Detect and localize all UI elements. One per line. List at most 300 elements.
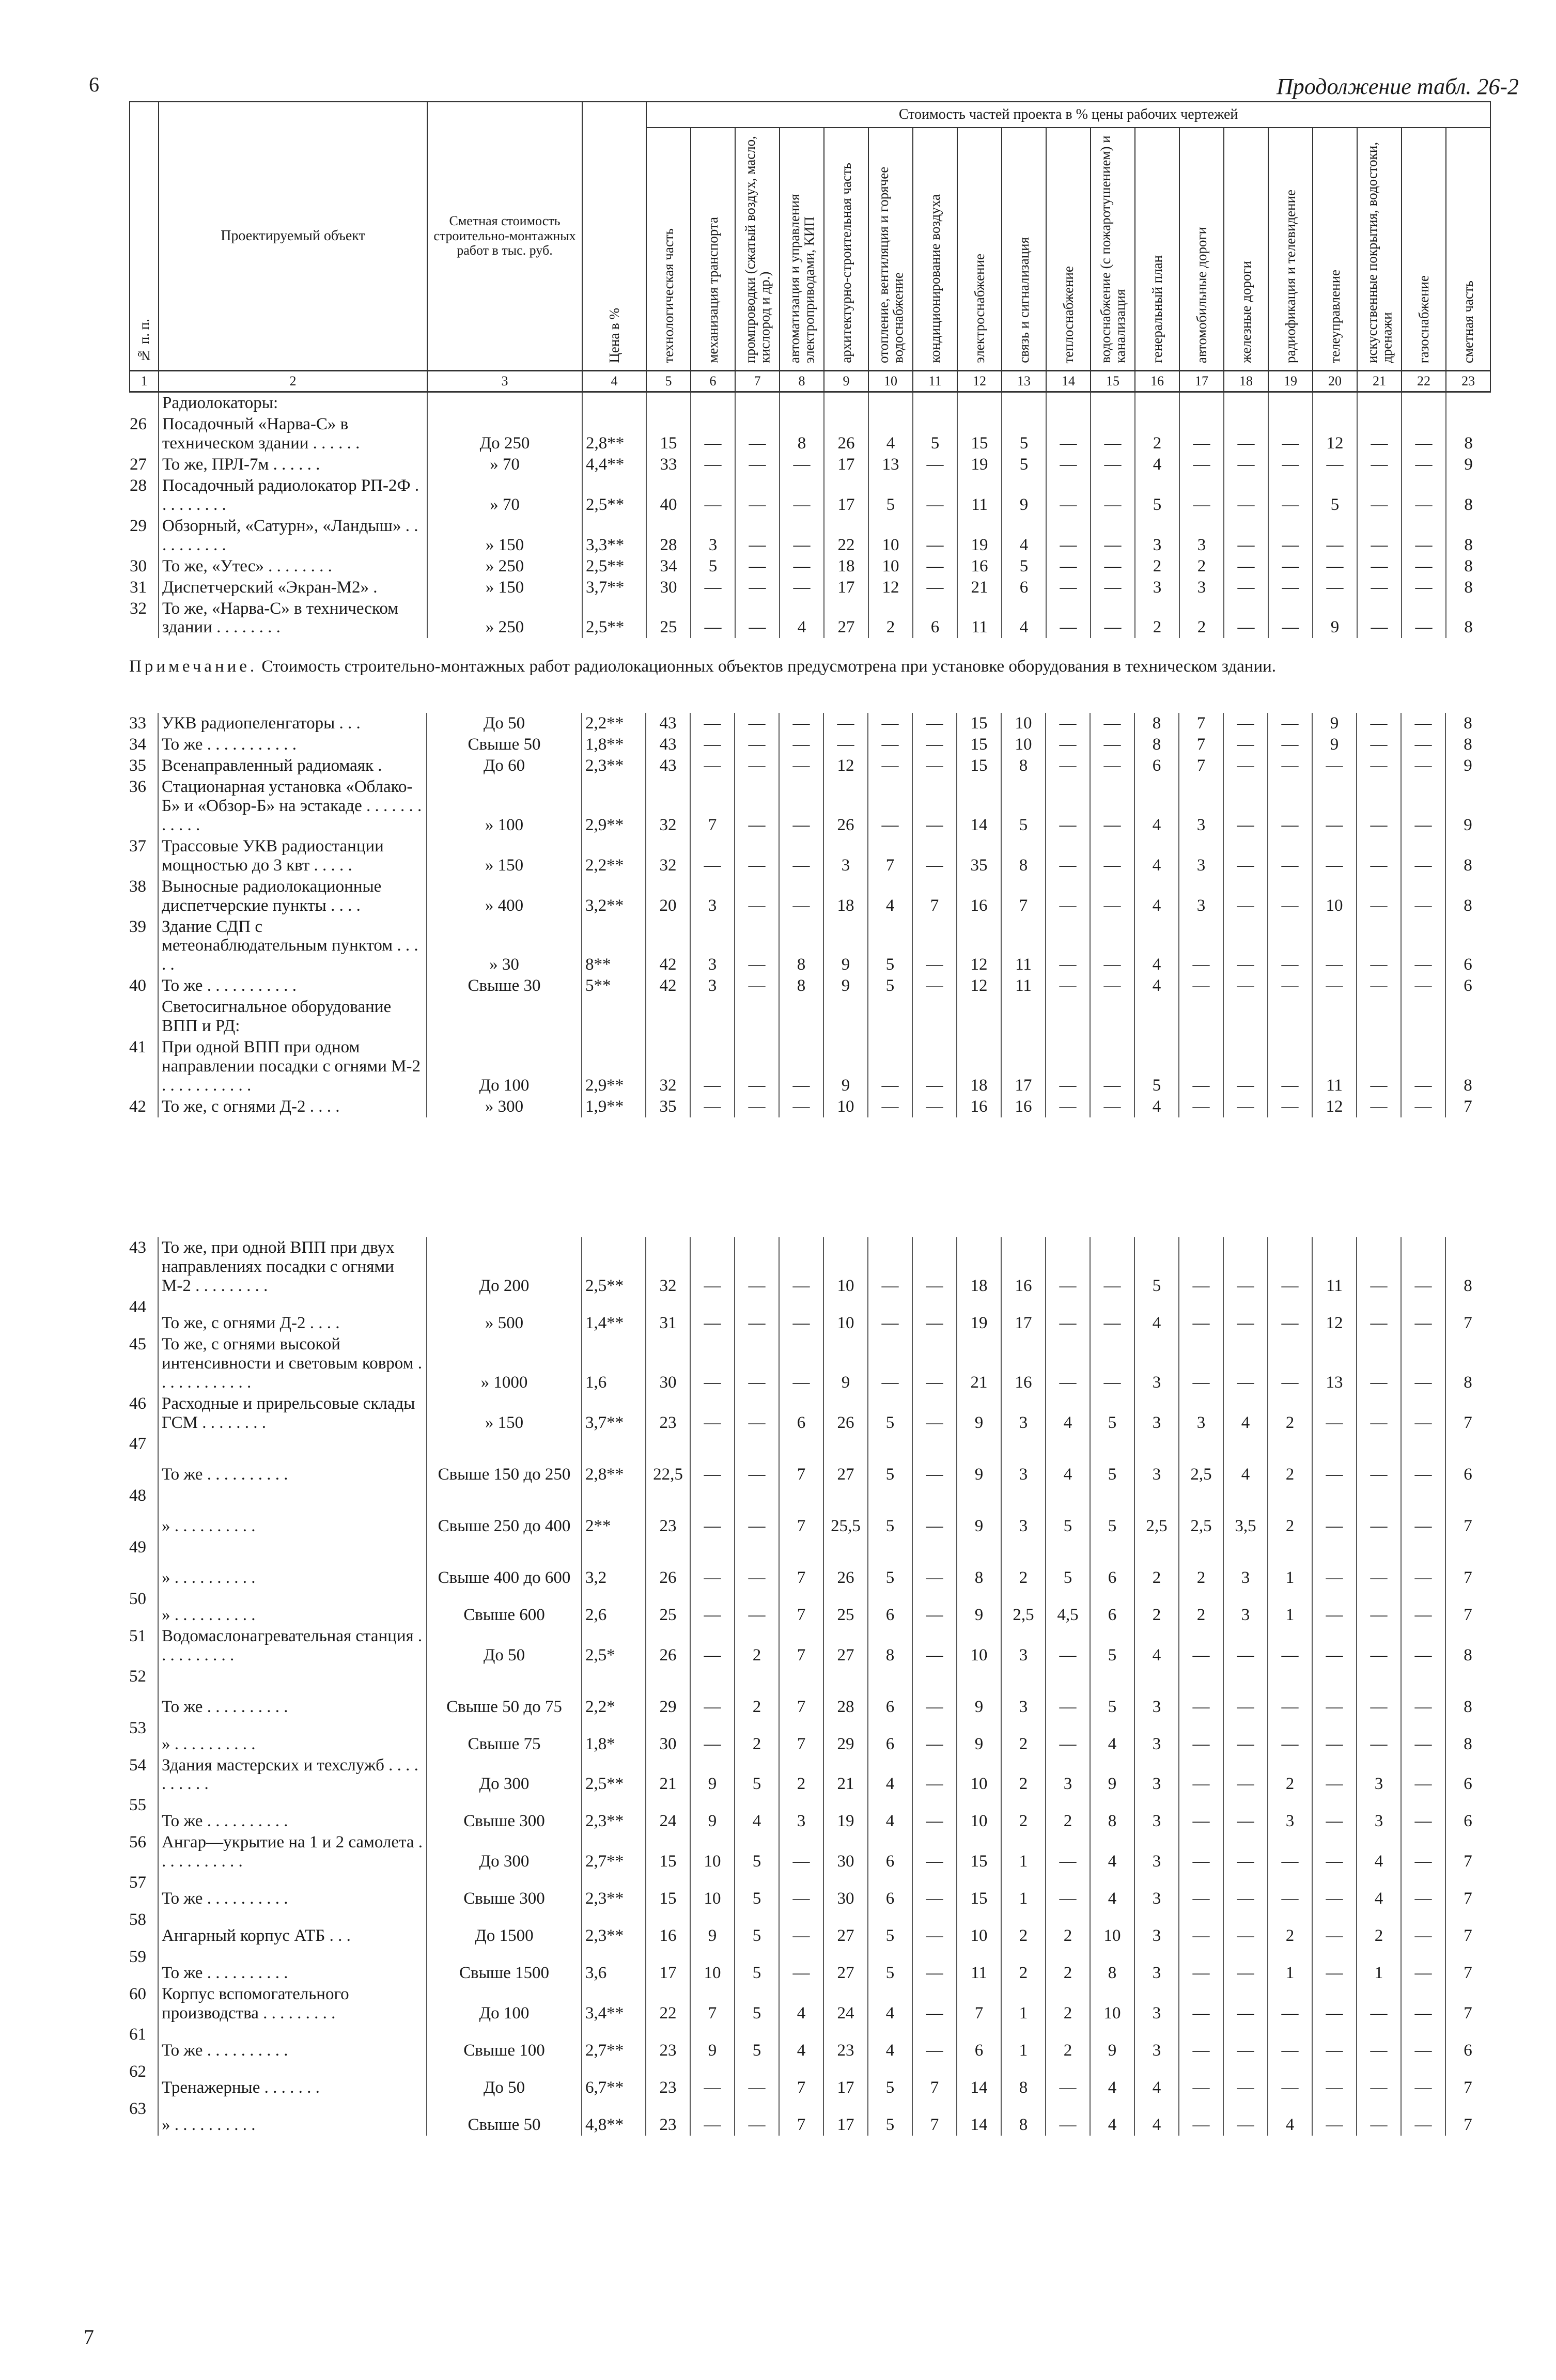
table-row xyxy=(130,392,1490,414)
part-value: 26 xyxy=(823,1537,868,1589)
part-value: 34 xyxy=(646,556,691,577)
part-value: 11 xyxy=(1312,1237,1357,1297)
part-value: 7 xyxy=(1445,2061,1490,2098)
row-number: 58 xyxy=(129,1910,146,1930)
part-value: 12 xyxy=(957,975,1001,997)
part-value: 5 xyxy=(868,475,913,516)
part-value: 8 xyxy=(1446,556,1490,577)
part-value: — xyxy=(1312,1718,1357,1755)
col-number: 5 xyxy=(646,371,691,392)
part-value: 10 xyxy=(690,1947,735,1984)
table-row xyxy=(129,1334,1490,1393)
object-name: Выносные радиолокационные диспетчерские пункты . . . . xyxy=(158,876,427,916)
part-value: 4 xyxy=(1090,2098,1134,2136)
part-value: — xyxy=(1046,776,1090,836)
part-value: 6 xyxy=(1445,975,1490,997)
price-cell: 2,9** xyxy=(582,776,646,836)
part-value: 21 xyxy=(646,1755,690,1795)
col-number: 7 xyxy=(735,371,780,392)
part-value: — xyxy=(1223,1626,1268,1666)
part-value: 6 xyxy=(868,1718,912,1755)
part-value: 8 xyxy=(1446,598,1490,639)
part-value: 8 xyxy=(1446,577,1490,598)
part-value: — xyxy=(735,1237,779,1297)
part-value: 3 xyxy=(1134,1666,1179,1718)
part-value: 11 xyxy=(957,1947,1001,1984)
part-value: 3 xyxy=(1001,1485,1046,1537)
part-value: 9 xyxy=(1312,734,1357,755)
part-value: — xyxy=(912,1434,957,1485)
table-row xyxy=(129,1297,1490,1334)
part-value: — xyxy=(690,1485,735,1537)
part-value: — xyxy=(1357,916,1401,976)
part-value: — xyxy=(1046,556,1091,577)
table-row xyxy=(130,598,1490,639)
part-value: 5 xyxy=(1002,556,1046,577)
part-value: — xyxy=(1401,1096,1445,1117)
part-value: — xyxy=(735,776,779,836)
part-value: 9 xyxy=(823,1037,868,1096)
part-value: 29 xyxy=(646,1666,690,1718)
part-value: — xyxy=(868,1237,912,1297)
part-value: 2 xyxy=(1179,1537,1223,1589)
price-cell: 3,2 xyxy=(582,1537,646,1589)
part-value: 7 xyxy=(1445,1485,1490,1537)
col-header-price: Цена в % xyxy=(582,102,646,371)
part-value: 9 xyxy=(690,1909,735,1947)
col-number: 17 xyxy=(1179,371,1224,392)
part-value: 1 xyxy=(1357,1947,1401,1984)
part-value: — xyxy=(1401,2098,1445,2136)
part-value: — xyxy=(1179,1947,1223,1984)
part-value xyxy=(1091,392,1135,414)
part-value: — xyxy=(1312,836,1357,876)
part-value: — xyxy=(1312,1872,1357,1909)
object-name: Водомаслонагревательная станция . . . . . . . . . . xyxy=(158,1626,427,1666)
part-value: — xyxy=(868,1334,912,1393)
part-value: 30 xyxy=(646,577,691,598)
part-value: 26 xyxy=(646,1626,690,1666)
part-value: — xyxy=(690,1037,735,1096)
col-number: 20 xyxy=(1313,371,1357,392)
part-value: 35 xyxy=(957,836,1001,876)
cost-cell: Свыше 50 xyxy=(427,2098,582,2136)
col-number: 14 xyxy=(1046,371,1091,392)
part-value: 9 xyxy=(957,1718,1001,1755)
price-cell: 6,7** xyxy=(582,2061,646,2098)
part-value: 6 xyxy=(1445,916,1490,976)
row-number: 63 xyxy=(129,2099,146,2119)
row-number: 54 xyxy=(129,1755,146,1775)
price-cell: 8** xyxy=(582,916,646,976)
part-value: — xyxy=(1179,2061,1223,2098)
part-value: — xyxy=(1268,876,1312,916)
part-value: 15 xyxy=(957,734,1001,755)
part-value: 7 xyxy=(1179,734,1223,755)
row-number: 46 xyxy=(129,1394,146,1413)
cost-cell: » 100 xyxy=(427,776,582,836)
part-value: — xyxy=(1224,577,1268,598)
part-value: 21 xyxy=(823,1755,868,1795)
col-number: 13 xyxy=(1002,371,1046,392)
part-value: 28 xyxy=(823,1666,868,1718)
part-value xyxy=(1402,392,1446,414)
part-value: 17 xyxy=(824,577,868,598)
col-header-part-8: автоматизация и управления электроприводами, КИП xyxy=(780,128,824,371)
part-value: — xyxy=(1268,1237,1312,1297)
part-value: 30 xyxy=(646,1718,690,1755)
part-value: 3 xyxy=(779,1795,823,1832)
part-value: 3 xyxy=(1134,1393,1179,1434)
part-value: 1 xyxy=(1268,1537,1312,1589)
part-value: 6 xyxy=(868,1872,912,1909)
part-value: 8 xyxy=(1445,1666,1490,1718)
part-value: 3 xyxy=(1223,1537,1268,1589)
object-name: То же, с огнями высокой интенсивности и световым ковром . . . . . . . . . . . . xyxy=(158,1334,427,1393)
col-header-part-9: архитектурно-строительная часть xyxy=(824,128,868,371)
part-value: — xyxy=(1357,1589,1401,1626)
part-value: — xyxy=(1312,1434,1357,1485)
col-header-part-17: автомобильные дороги xyxy=(1179,128,1224,371)
part-value: 7 xyxy=(1445,1909,1490,1947)
row-number: 36 xyxy=(129,777,146,796)
part-value: — xyxy=(1357,734,1401,755)
object-name: Диспетчерский «Экран-М2» . xyxy=(159,577,427,598)
part-value: 16 xyxy=(957,556,1002,577)
part-value: 7 xyxy=(779,1434,823,1485)
part-value: — xyxy=(735,414,780,454)
part-value: 3 xyxy=(1179,876,1223,916)
part-value: — xyxy=(1179,1795,1223,1832)
part-value: 10 xyxy=(868,556,913,577)
part-value: — xyxy=(1401,1755,1445,1795)
part-value: 5 xyxy=(1090,1393,1134,1434)
part-value: 2 xyxy=(1134,1589,1179,1626)
part-value: — xyxy=(1223,1096,1268,1117)
part-value xyxy=(1401,997,1445,1037)
part-value: 8 xyxy=(779,975,823,997)
part-value: 12 xyxy=(1312,1297,1357,1334)
table-row xyxy=(129,997,1490,1037)
part-value: 42 xyxy=(646,916,690,976)
part-value: — xyxy=(1357,1334,1401,1393)
row-number: 38 xyxy=(129,877,146,896)
part-value: 4 xyxy=(868,1984,912,2024)
part-value: 10 xyxy=(957,1795,1001,1832)
part-value: — xyxy=(1223,876,1268,916)
object-name: Радиолокаторы: xyxy=(159,392,427,414)
part-value: 26 xyxy=(823,776,868,836)
part-value: — xyxy=(1312,1832,1357,1872)
part-value: 7 xyxy=(779,2098,823,2136)
part-value: 4 xyxy=(1090,1832,1134,1872)
part-value: 8 xyxy=(779,916,823,976)
part-value: 6 xyxy=(868,1666,912,1718)
part-value: 2 xyxy=(1268,1434,1312,1485)
part-value: 6 xyxy=(868,1589,912,1626)
part-value: — xyxy=(1090,776,1134,836)
part-value: 8 xyxy=(1001,2061,1046,2098)
part-value: — xyxy=(1223,1872,1268,1909)
part-value: 26 xyxy=(823,1393,868,1434)
part-value: — xyxy=(735,713,779,734)
part-value: — xyxy=(1223,1718,1268,1755)
part-value: 5 xyxy=(868,1485,912,1537)
part-value: 17 xyxy=(1001,1297,1046,1334)
part-value xyxy=(1224,392,1268,414)
part-value: — xyxy=(690,1626,735,1666)
part-value: — xyxy=(1401,734,1445,755)
part-value: — xyxy=(912,1755,957,1795)
part-value: 5 xyxy=(868,975,912,997)
part-value xyxy=(690,997,735,1037)
cost-cell: » 250 xyxy=(427,598,582,639)
part-value: — xyxy=(1179,1832,1223,1872)
table-row xyxy=(129,2098,1490,2136)
part-value: 3,5 xyxy=(1223,1485,1268,1537)
part-value: — xyxy=(1401,916,1445,976)
part-value: — xyxy=(1357,836,1401,876)
part-value: — xyxy=(1046,755,1090,776)
cost-cell: Свыше 300 xyxy=(427,1795,582,1832)
part-value: 15 xyxy=(957,414,1002,454)
row-number: 26 xyxy=(130,414,147,433)
object-name: То же, с огнями Д-2 . . . . xyxy=(158,1297,427,1334)
table-row xyxy=(129,755,1490,776)
price-cell: 2,3** xyxy=(582,1872,646,1909)
part-value: 6 xyxy=(1090,1537,1134,1589)
part-value: — xyxy=(1357,1537,1401,1589)
part-value: — xyxy=(691,414,735,454)
part-value: — xyxy=(690,1096,735,1117)
part-value: 5 xyxy=(868,1537,912,1589)
part-value: — xyxy=(735,734,779,755)
part-value: — xyxy=(1312,2024,1357,2061)
cost-cell: » 250 xyxy=(427,556,582,577)
part-value: 10 xyxy=(1001,713,1046,734)
object-name: При одной ВПП при одном направлении посадки с огнями М-2 . . . . . . . . . . . xyxy=(158,1037,427,1096)
row-number: 52 xyxy=(129,1667,146,1686)
part-value: — xyxy=(779,755,823,776)
part-value: — xyxy=(1312,1947,1357,1984)
part-value: — xyxy=(1401,876,1445,916)
part-value: 9 xyxy=(957,1434,1001,1485)
part-value: — xyxy=(735,1334,779,1393)
part-value: 10 xyxy=(868,516,913,556)
part-value: — xyxy=(1401,1297,1445,1334)
table-row xyxy=(129,1984,1490,2024)
object-name: Стационарная установка «Облако-Б» и «Обзор-Б» на эстакаде . . . . . . . . . . . . xyxy=(158,776,427,836)
object-name: » . . . . . . . . . . xyxy=(158,2098,427,2136)
part-value: 4 xyxy=(868,2024,912,2061)
part-value: 3 xyxy=(1134,2024,1179,2061)
part-value: 7 xyxy=(779,1485,823,1537)
object-name: Всенаправленный радиомаяк . xyxy=(158,755,427,776)
table-row xyxy=(129,1537,1490,1589)
part-value: 3 xyxy=(1134,1718,1179,1755)
price-cell: 2,8** xyxy=(582,414,646,454)
part-value: — xyxy=(1312,1666,1357,1718)
part-value: 23 xyxy=(646,2061,690,2098)
part-value: 30 xyxy=(646,1334,690,1393)
part-value: — xyxy=(1046,1872,1090,1909)
part-value: 2 xyxy=(1046,1984,1090,2024)
part-value: 8 xyxy=(1445,1334,1490,1393)
row-number: 31 xyxy=(130,578,147,597)
part-value: — xyxy=(1401,1832,1445,1872)
part-value: — xyxy=(1046,454,1091,475)
part-value: 8 xyxy=(1001,755,1046,776)
part-value: — xyxy=(779,876,823,916)
part-value: — xyxy=(1223,1795,1268,1832)
part-value: 19 xyxy=(957,516,1002,556)
part-value: — xyxy=(1357,755,1401,776)
part-value: — xyxy=(780,516,824,556)
part-value: 2 xyxy=(1001,1718,1046,1755)
part-value: — xyxy=(690,1393,735,1434)
part-value: — xyxy=(779,836,823,876)
part-value: — xyxy=(1357,577,1402,598)
part-value: 8 xyxy=(1001,2098,1046,2136)
part-value: — xyxy=(1091,414,1135,454)
part-value: — xyxy=(1091,516,1135,556)
part-value: — xyxy=(913,475,957,516)
cost-cell: Свыше 50 xyxy=(427,734,582,755)
part-value: 21 xyxy=(957,1334,1001,1393)
part-value: — xyxy=(1179,975,1223,997)
part-value: 5 xyxy=(1090,1626,1134,1666)
part-value: 2 xyxy=(868,598,913,639)
part-value: 7 xyxy=(779,1718,823,1755)
part-value: 14 xyxy=(957,776,1001,836)
object-name: » . . . . . . . . . . xyxy=(158,1718,427,1755)
part-value: 8 xyxy=(1445,836,1490,876)
part-value: 5 xyxy=(868,2061,912,2098)
part-value: 18 xyxy=(957,1237,1001,1297)
part-value: — xyxy=(1312,1795,1357,1832)
part-value: — xyxy=(779,1297,823,1334)
part-value: — xyxy=(868,1297,912,1334)
part-value: — xyxy=(779,1037,823,1096)
object-name: То же . . . . . . . . . . xyxy=(158,1947,427,1984)
object-name: Расходные и прирельсовые склады ГСМ . . . . . . . . xyxy=(158,1393,427,1434)
part-value: — xyxy=(1312,1485,1357,1537)
part-value: — xyxy=(691,577,735,598)
row-number: 43 xyxy=(129,1238,146,1257)
object-name: Светосигнальное оборудование ВПП и РД: xyxy=(158,997,427,1037)
part-value: 8 xyxy=(1445,734,1490,755)
part-value: — xyxy=(912,1297,957,1334)
part-value: — xyxy=(779,1237,823,1297)
part-value: 6 xyxy=(868,1832,912,1872)
part-value: — xyxy=(1223,836,1268,876)
part-value: 8 xyxy=(1134,713,1179,734)
part-value: — xyxy=(1090,975,1134,997)
part-value: — xyxy=(1401,1984,1445,2024)
part-value: 25 xyxy=(823,1589,868,1626)
part-value: 7 xyxy=(690,1984,735,2024)
cost-cell: Свыше 75 xyxy=(427,1718,582,1755)
col-header-part-18: железные дороги xyxy=(1224,128,1268,371)
table-row xyxy=(129,1393,1490,1434)
object-name: То же . . . . . . . . . . xyxy=(158,1872,427,1909)
part-value: 8 xyxy=(1446,475,1490,516)
part-value: 9 xyxy=(823,975,868,997)
part-value: 3 xyxy=(823,836,868,876)
part-value: — xyxy=(868,755,912,776)
part-value: 4 xyxy=(868,1755,912,1795)
part-value: 6 xyxy=(1445,1795,1490,1832)
part-value: — xyxy=(1312,755,1357,776)
col-number: 6 xyxy=(691,371,735,392)
part-value: 10 xyxy=(690,1872,735,1909)
part-value xyxy=(1446,392,1490,414)
part-value: — xyxy=(780,556,824,577)
part-value: 2 xyxy=(1001,1755,1046,1795)
price-cell: 2,2** xyxy=(582,836,646,876)
row-number: 48 xyxy=(129,1486,146,1505)
object-name: Посадочный «Нарва-С» в техническом здании . . . . . . xyxy=(159,414,427,454)
part-value: 4 xyxy=(1134,2061,1179,2098)
table-row xyxy=(129,2024,1490,2061)
part-value: 7 xyxy=(1445,1984,1490,2024)
part-value: — xyxy=(912,1795,957,1832)
part-value: — xyxy=(1401,1037,1445,1096)
row-number: 37 xyxy=(129,836,146,855)
part-value: — xyxy=(1357,2024,1401,2061)
price-cell: 2,7** xyxy=(582,1832,646,1872)
part-value: — xyxy=(1179,414,1224,454)
part-value: 3 xyxy=(1179,776,1223,836)
part-value: 4 xyxy=(735,1795,779,1832)
part-value: 9 xyxy=(690,1755,735,1795)
part-value: — xyxy=(1312,1393,1357,1434)
part-value: — xyxy=(823,713,868,734)
part-value: — xyxy=(1312,916,1357,976)
row-number: 44 xyxy=(129,1297,146,1316)
part-value: 5 xyxy=(868,1947,912,1984)
price-cell: 2,5** xyxy=(582,1237,646,1297)
part-value: 43 xyxy=(646,713,690,734)
part-value: 8 xyxy=(1445,1718,1490,1755)
part-value: — xyxy=(1401,1334,1445,1393)
row-number: 49 xyxy=(129,1537,146,1557)
row-number: 33 xyxy=(129,714,146,733)
cost-cell: » 70 xyxy=(427,475,582,516)
cost-cell: » 150 xyxy=(427,577,582,598)
part-value xyxy=(957,997,1001,1037)
part-value: — xyxy=(735,975,779,997)
price-cell: 1,8** xyxy=(582,734,646,755)
part-value: — xyxy=(912,1037,957,1096)
part-value: — xyxy=(1268,776,1312,836)
object-name: Ангарный корпус АТБ . . . xyxy=(158,1909,427,1947)
part-value: — xyxy=(1357,876,1401,916)
part-value: — xyxy=(1357,1237,1401,1297)
part-value: — xyxy=(1224,556,1268,577)
part-value: — xyxy=(735,516,780,556)
row-number: 59 xyxy=(129,1948,146,1967)
part-value: 23 xyxy=(646,1485,690,1537)
part-value: — xyxy=(1268,1984,1312,2024)
part-value xyxy=(1002,392,1046,414)
part-value: — xyxy=(912,776,957,836)
object-name: То же . . . . . . . . . . xyxy=(158,1666,427,1718)
part-value: 5 xyxy=(1135,475,1179,516)
part-value: 10 xyxy=(823,1237,868,1297)
part-value: — xyxy=(1046,1334,1090,1393)
table-row xyxy=(129,734,1490,755)
